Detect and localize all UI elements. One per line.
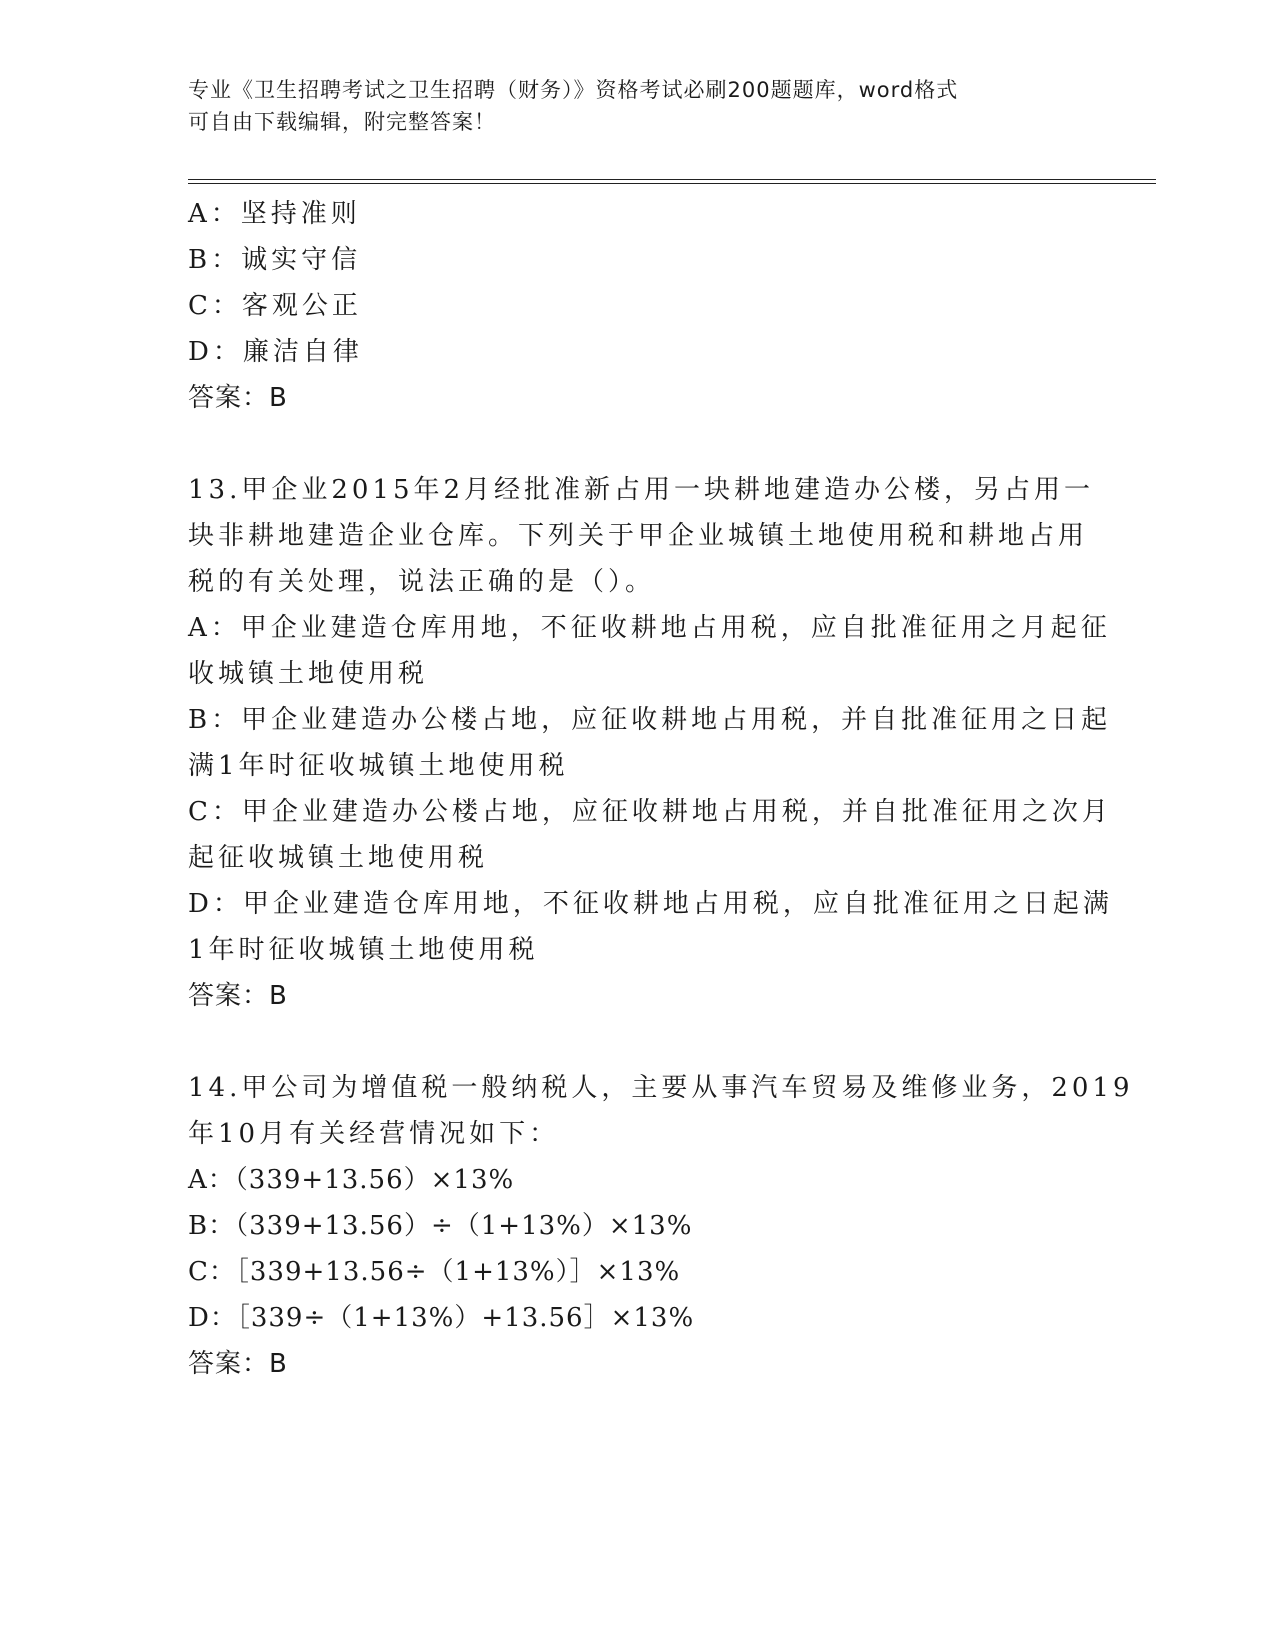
question-14	[188, 1065, 1134, 1387]
document-body	[188, 191, 1134, 1387]
question-stem-line: 14.甲公司为增值税一般纳税人，主要从事汽车贸易及维修业务，2019	[188, 1073, 1134, 1103]
question-stem-line: 年10月有关经营情况如下：	[188, 1119, 560, 1149]
option-c: C：［339+13.56÷（1+13%）］×13%	[188, 1257, 681, 1287]
option-d: D：［339÷（1+13%）+13.56］×13%	[188, 1303, 695, 1333]
option-b: B：甲企业建造办公楼占地，应征收耕地占用税，并自批准征用之日起	[188, 705, 1112, 735]
header-divider-bottom	[188, 183, 1156, 184]
question-stem-line: 税的有关处理，说法正确的是（）。	[188, 567, 656, 597]
option-a: A：甲企业建造仓库用地，不征收耕地占用税，应自批准征用之月起征	[188, 613, 1111, 643]
option-d: D：甲企业建造仓库用地，不征收耕地占用税，应自批准征用之日起满	[188, 889, 1113, 919]
option-a: A：（339+13.56）×13%	[188, 1165, 515, 1195]
answer: 答案：B	[188, 1349, 288, 1379]
option-c-continued: 起征收城镇土地使用税	[188, 843, 489, 873]
header-line-1: 专业《卫生招聘考试之卫生招聘（财务）》资格考试必刷200题题库，word格式	[188, 78, 959, 102]
question-13	[188, 467, 1113, 1019]
option-b: B：诚实守信	[188, 245, 362, 275]
question-stem-line: 块非耕地建造企业仓库。下列关于甲企业城镇土地使用税和耕地占用	[188, 521, 1089, 551]
spacer	[188, 1019, 1088, 1065]
option-d-continued: 1年时征收城镇土地使用税	[188, 935, 539, 965]
header-divider-top	[188, 179, 1156, 180]
option-a-continued: 收城镇土地使用税	[188, 659, 429, 689]
option-b-continued: 满1年时征收城镇土地使用税	[188, 751, 569, 781]
option-a: A：坚持准则	[188, 199, 361, 229]
option-b: B：（339+13.56）÷（1+13%）×13%	[188, 1211, 693, 1241]
document-header	[188, 74, 1088, 138]
header-line-2: 可自由下载编辑，附完整答案！	[188, 110, 496, 134]
option-c: C：甲企业建造办公楼占地，应征收耕地占用税，并自批准征用之次月	[188, 797, 1112, 827]
answer: 答案：B	[188, 383, 288, 413]
question-stem-line: 13.甲企业2015年2月经批准新占用一块耕地建造办公楼，另占用一	[188, 475, 1095, 505]
answer: 答案：B	[188, 981, 288, 1011]
option-c: C：客观公正	[188, 291, 362, 321]
option-d: D：廉洁自律	[188, 337, 363, 367]
question-12	[188, 191, 1088, 421]
spacer	[188, 421, 1088, 467]
